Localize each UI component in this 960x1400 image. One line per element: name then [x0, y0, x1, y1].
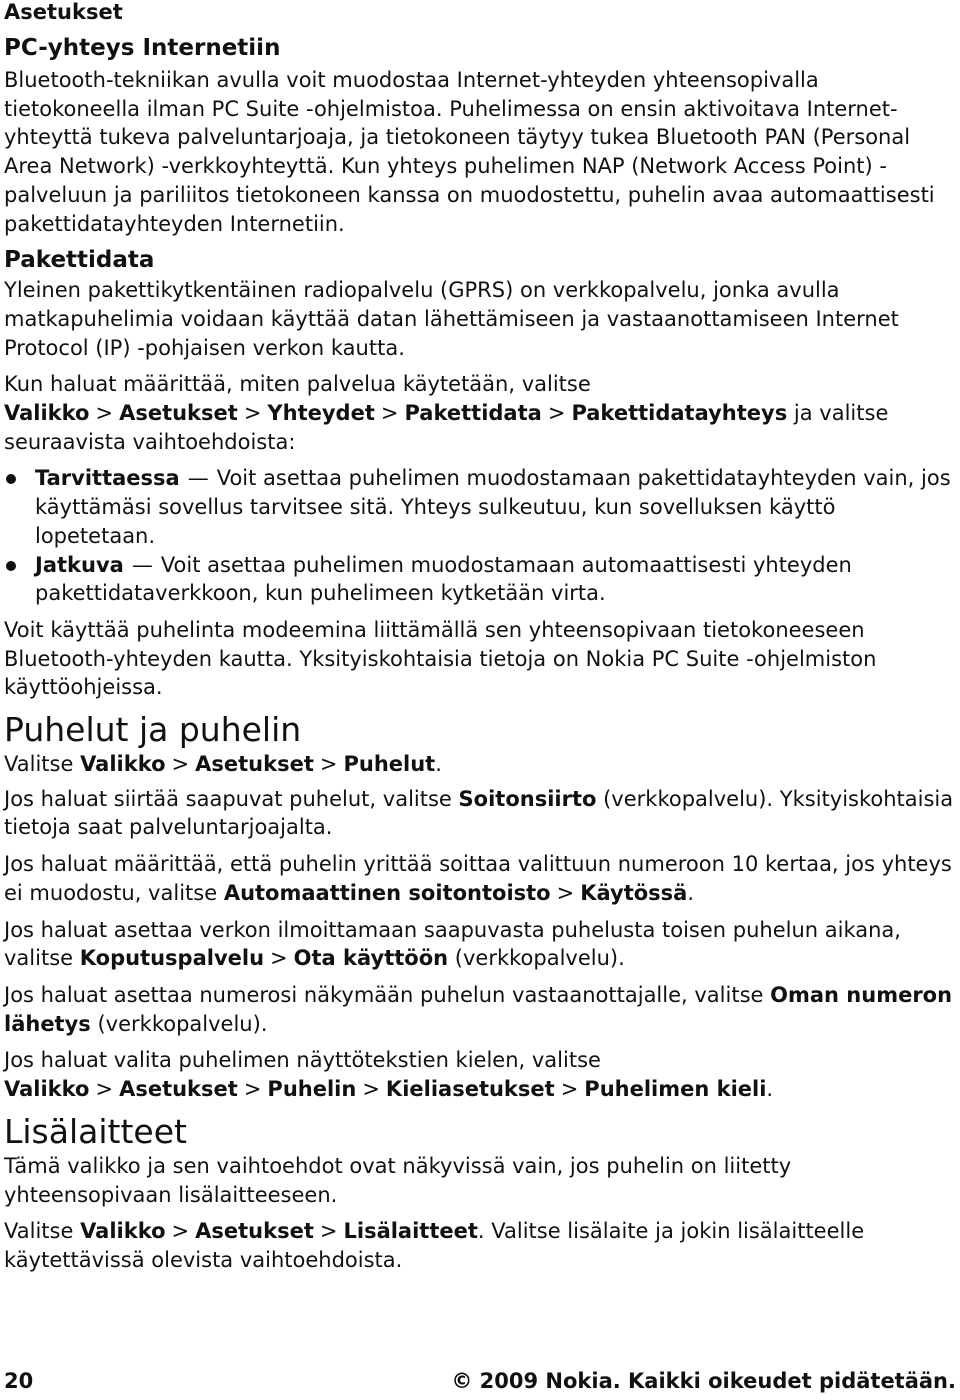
- menu-path-item: Pakettidata: [404, 401, 542, 426]
- bullet-icon: [6, 474, 16, 484]
- redial-prefix: Jos haluat määrittää, että puhelin yrittää soittaa valittuun numeroon 10 kertaa, jos yhteys ei muodostu, valitse: [4, 852, 952, 905]
- divert-option: Soitonsiirto: [458, 786, 597, 811]
- calls-menu-path: Valitse Valikko > Asetukset > Puhelut.: [4, 752, 442, 777]
- redial-value: Käytössä: [580, 880, 688, 905]
- option-description: Voit asettaa puhelimen muodostamaan pakettidatayhteyden vain, jos käyttämäsi sovellus tarvitsee sitä. Yhteys sulkeutuu, kun sovelluksen käyttö lopetetaan.: [35, 466, 951, 548]
- menu-path-item: Yhteydet: [267, 401, 375, 426]
- redial-paragraph: Jos haluat määrittää, että puhelin yrittää soittaa valittuun numeroon 10 kertaa, jos yhteys ei muodostu, valitse Automaattinen soitontoisto > Käytössä.: [4, 852, 952, 905]
- section-header: Asetukset: [4, 0, 123, 24]
- divert-prefix: Jos haluat siirtää saapuvat puhelut, valitse: [4, 786, 452, 811]
- option-description: Voit asettaa puhelimen muodostamaan automaattisesti yhteyden pakettidataverkkoon, kun puhelimeen kytketään virta.: [35, 552, 852, 606]
- choose-prefix: Kun haluat määrittää, miten palvelua käytetään, valitse: [4, 372, 591, 397]
- lang-prefix: Jos haluat valita puhelimen näyttötekstien kielen, valitse: [4, 1048, 601, 1073]
- copyright-notice: © 2009 Nokia. Kaikki oikeudet pidätetään.: [451, 1369, 956, 1393]
- show-number-paragraph: [4, 981, 956, 1038]
- option-item: Jatkuva — Voit asettaa puhelimen muodostamaan automaattisesti yhteyden pakettidataverkkoon, kun puhelimeen kytketään virta.: [4, 551, 956, 608]
- menu-path-item: Valikko: [4, 1077, 90, 1102]
- packet-data-intro: Yleinen pakettikytkentäinen radiopalvelu (GPRS) on verkkopalvelu, jonka avulla matkapuhelimia voidaan käyttää datan lähettämiseen ja vastaanottamiseen Internet Protocol (IP) -pohjaisen verkon kautta.: [4, 278, 899, 360]
- menu-path-item: Asetukset: [119, 1077, 238, 1102]
- menu-path-item: Puhelimen kieli: [584, 1077, 767, 1102]
- menu-path-item: Puhelin: [267, 1077, 357, 1102]
- accessories-heading: Lisälaitteet: [4, 1111, 187, 1151]
- calls-heading: Puhelut ja puhelin: [4, 710, 302, 750]
- menu-path-item: Lisälaitteet: [343, 1219, 478, 1244]
- showid-prefix: Jos haluat asettaa numerosi näkymään puhelun vastaanottajalle, valitse: [4, 982, 764, 1007]
- page-number: 20: [4, 1369, 34, 1393]
- redial-option: Automaattinen soitontoisto: [223, 880, 551, 905]
- menu-path-item: Asetukset: [119, 401, 238, 426]
- select-prefix: Valitse: [4, 1219, 74, 1244]
- menu-path-item: Asetukset: [195, 1219, 314, 1244]
- call-waiting-paragraph: Jos haluat asettaa verkon ilmoittamaan saapuvasta puhelusta toisen puhelun aikana, valitse Koputuspalvelu > Ota käyttöön (verkkopalvelu).: [4, 917, 901, 971]
- menu-path-item: Kieliasetukset: [385, 1077, 555, 1102]
- divert-suffix: (verkkopalvelu). Yksityiskohtaisia tietoja saat palveluntarjoajalta.: [4, 786, 954, 840]
- packet-data-heading: Pakettidata: [4, 247, 155, 274]
- pc-connection-body: Bluetooth-tekniikan avulla voit muodostaa Internet-yhteyden yhteensopivalla tietokoneella ilman PC Suite -ohjelmistoa. Puhelimessa on ensin aktivoitava Internet-yhteyttä tukeva palveluntarjoaja, ja tietokoneen täytyy tukea Bluetooth PAN (Personal Area Network) -verkkoyhteyttä. Kun yhteys puhelimen NAP (Network Access Point) -palveluun ja pariliitos tietokoneen kanssa on muodostettu, puhelin avaa automaattisesti pakettidatayhteyden Internetiin.: [4, 68, 935, 236]
- call-divert-paragraph: [4, 785, 956, 842]
- showid-suffix: (verkkopalvelu).: [97, 1011, 268, 1036]
- menu-path-item: Valikko: [4, 401, 90, 426]
- menu-path-item: Valikko: [80, 1219, 166, 1244]
- accessories-suffix: Valitse lisälaite ja jokin lisälaitteelle käytettävissä olevista vaihtoehdoista.: [4, 1219, 865, 1272]
- option-name: Tarvittaessa: [35, 466, 180, 491]
- packet-data-options: [4, 464, 956, 608]
- choose-suffix: ja valitse seuraavista vaihtoehdoista:: [4, 401, 889, 454]
- packet-data-menu-path: Kun haluat määrittää, miten palvelua käytetään, valitse Valikko > Asetukset > Yhteydet > Pakettidata > Pakettidatayhteys ja valitse seuraavista vaihtoehdoista:: [4, 372, 889, 454]
- waiting-value: Ota käyttöön: [293, 946, 449, 971]
- menu-path-item: Asetukset: [195, 752, 314, 777]
- menu-path-item: Valikko: [80, 752, 166, 777]
- waiting-suffix: (verkkopalvelu).: [454, 946, 625, 971]
- language-paragraph: Jos haluat valita puhelimen näyttötekstien kielen, valitse Valikko > Asetukset > Puhelin > Kieliasetukset > Puhelimen kieli.: [4, 1048, 774, 1102]
- menu-path-item: Pakettidatayhteys: [571, 401, 788, 426]
- page-content: [4, 0, 956, 1283]
- select-prefix: Valitse: [4, 752, 74, 777]
- menu-path-item: Puhelut: [343, 752, 436, 777]
- showid-option: Oman numeron lähetys: [4, 982, 953, 1036]
- option-name: Jatkuva: [35, 552, 124, 577]
- bullet-icon: [6, 561, 16, 571]
- accessories-menu-path: Valitse Valikko > Asetukset > Lisälaitteet. Valitse lisälaite ja jokin lisälaitteelle käytettävissä olevista vaihtoehdoista.: [4, 1219, 865, 1272]
- waiting-option: Koputuspalvelu: [79, 946, 265, 971]
- pc-connection-heading: PC-yhteys Internetiin: [4, 35, 281, 61]
- option-item: Tarvittaessa — Voit asettaa puhelimen muodostamaan pakettidatayhteyden vain, jos käyttämäsi sovellus tarvitsee sitä. Yhteys sulkeutuu, kun sovelluksen käyttö lopetetaan.: [4, 464, 956, 550]
- accessories-intro: Tämä valikko ja sen vaihtoehdot ovat näkyvissä vain, jos puhelin on liitetty yhteensopivaan lisälaitteeseen.: [4, 1153, 792, 1207]
- modem-paragraph: Voit käyttää puhelinta modeemina liittämällä sen yhteensopivaan tietokoneeseen Bluetooth-yhteyden kautta. Yksityiskohtaisia tietoja on Nokia PC Suite -ohjelmiston käyttöohjeissa.: [4, 617, 877, 700]
- waiting-prefix: Jos haluat asettaa verkon ilmoittamaan saapuvasta puhelusta toisen puhelun aikana, valitse: [4, 917, 901, 971]
